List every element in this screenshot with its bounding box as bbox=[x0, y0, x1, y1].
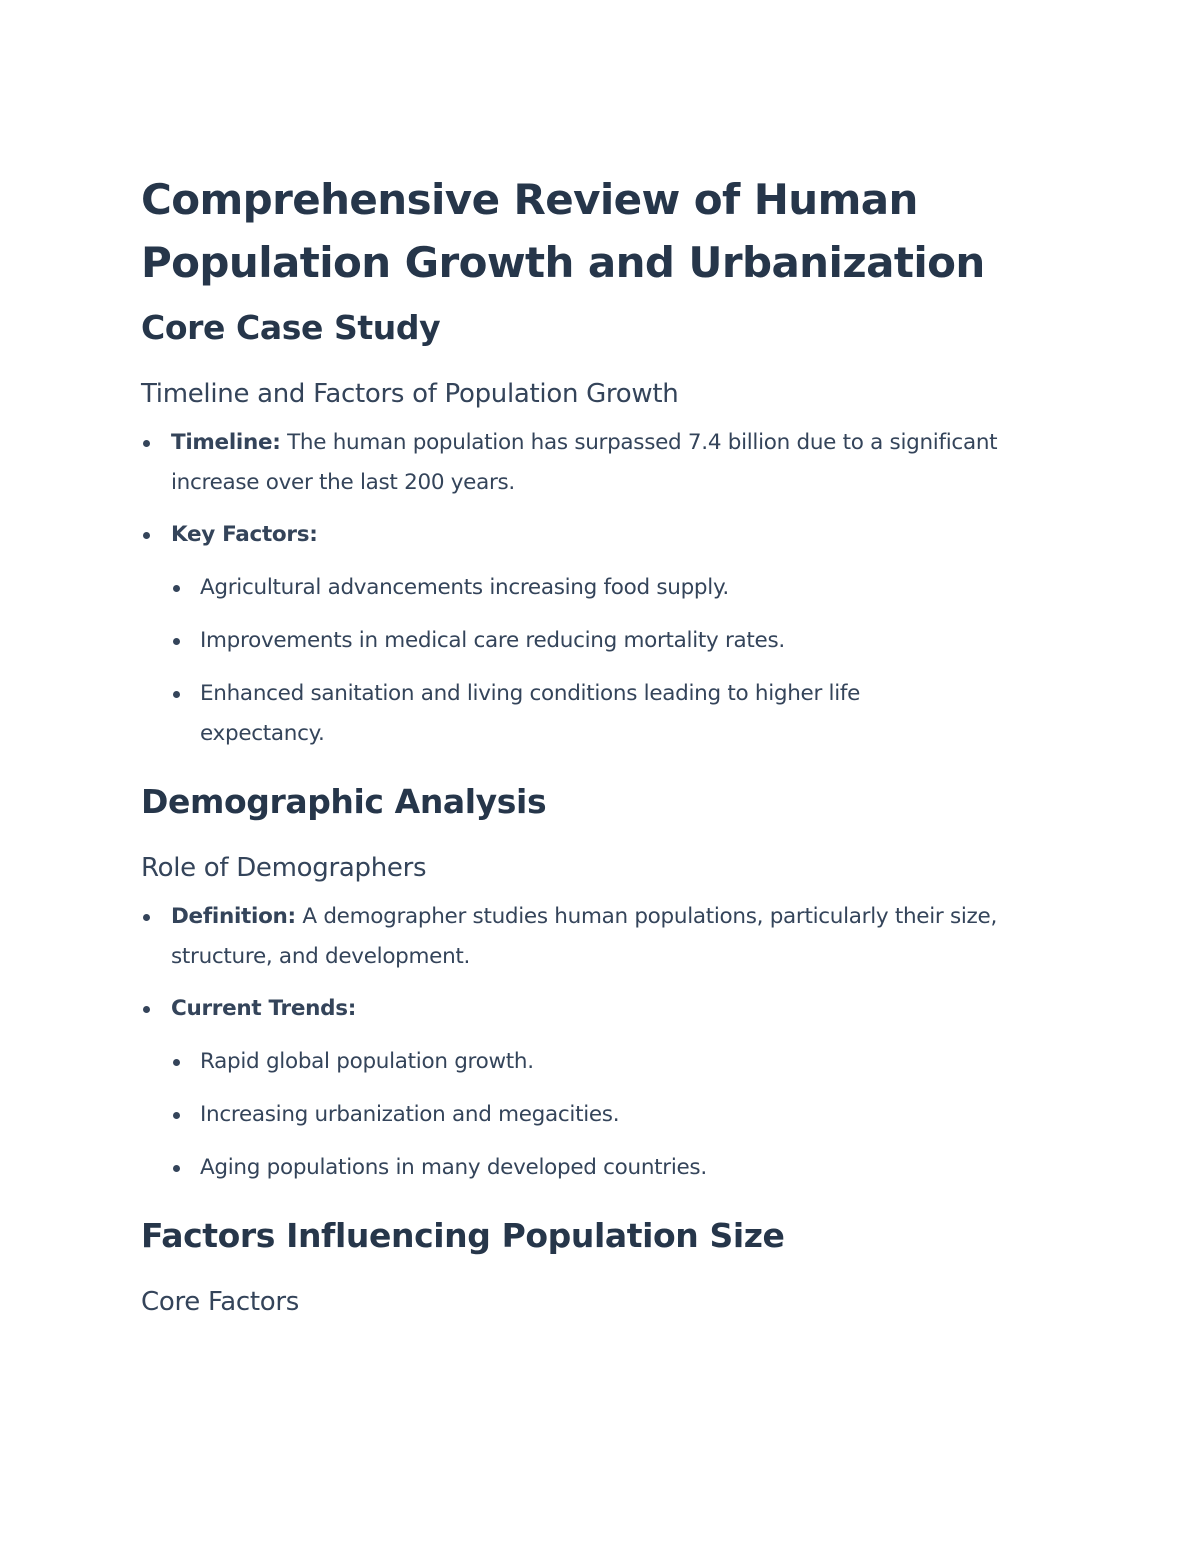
list-item-sanitation bbox=[141, 674, 975, 754]
item-label: Definition: bbox=[171, 904, 296, 929]
item-text: Rapid global population growth. bbox=[200, 1049, 534, 1074]
bullet-icon bbox=[143, 440, 150, 447]
document-page bbox=[141, 168, 1071, 1319]
bullet-icon bbox=[143, 1006, 150, 1013]
bullet-icon bbox=[173, 1165, 180, 1172]
item-label: Timeline: bbox=[171, 430, 281, 455]
list-item-definition bbox=[141, 897, 1071, 977]
bullet-list-demographic-analysis bbox=[141, 897, 1071, 1188]
bullet-icon bbox=[173, 1059, 180, 1066]
section-heading-factors-population-size: Factors Influencing Population Size bbox=[141, 1216, 785, 1255]
bullet-icon bbox=[143, 914, 150, 921]
list-item-rapid-growth bbox=[141, 1042, 1071, 1082]
subheading-timeline-factors: Timeline and Factors of Population Growth bbox=[141, 379, 679, 409]
section-heading-demographic-analysis: Demographic Analysis bbox=[141, 782, 547, 821]
list-item-key-factors bbox=[141, 515, 1071, 555]
bullet-icon bbox=[173, 638, 180, 645]
item-text: Enhanced sanitation and living conditions leading to higher life expectancy. bbox=[200, 681, 861, 746]
list-item-urbanization bbox=[141, 1095, 1071, 1135]
bullet-icon bbox=[173, 691, 180, 698]
list-item-agriculture bbox=[141, 568, 1071, 608]
list-item-current-trends bbox=[141, 989, 1071, 1029]
item-text: Agricultural advancements increasing food supply. bbox=[200, 575, 729, 600]
section-heading-core-case-study: Core Case Study bbox=[141, 308, 441, 347]
list-item-medical-care bbox=[141, 621, 1071, 661]
list-item-timeline bbox=[141, 423, 1071, 503]
item-text: Aging populations in many developed countries. bbox=[200, 1155, 707, 1180]
bullet-icon bbox=[173, 1112, 180, 1119]
item-text: Improvements in medical care reducing mortality rates. bbox=[200, 628, 785, 653]
list-item-aging bbox=[141, 1148, 1071, 1188]
item-text: The human population has surpassed 7.4 billion due to a significant increase over the last 200 years. bbox=[171, 430, 998, 495]
subheading-core-factors: Core Factors bbox=[141, 1287, 299, 1317]
bullet-list-core-case-study bbox=[141, 423, 1071, 754]
bullet-icon bbox=[143, 532, 150, 539]
subheading-role-of-demographers: Role of Demographers bbox=[141, 853, 427, 883]
item-label: Current Trends: bbox=[171, 996, 357, 1021]
item-text: Increasing urbanization and megacities. bbox=[200, 1102, 620, 1127]
document-title: Comprehensive Review of Human Population Growth and Urbanization bbox=[141, 175, 985, 287]
item-text: A demographer studies human populations, particularly their size, structure, and development. bbox=[171, 904, 997, 969]
item-label: Key Factors: bbox=[171, 522, 318, 547]
bullet-icon bbox=[173, 585, 180, 592]
